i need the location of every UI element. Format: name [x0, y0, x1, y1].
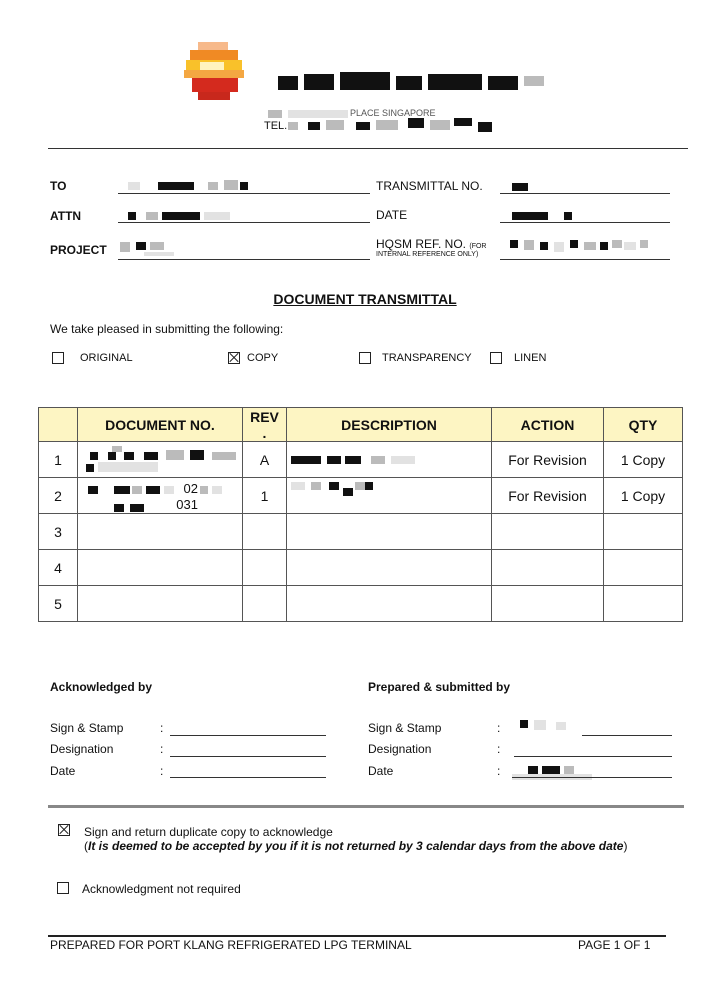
col-action-header: ACTION — [492, 408, 604, 442]
footer-left: PREPARED FOR PORT KLANG REFRIGERATED LPG TERMINAL — [50, 938, 412, 952]
row-qty[interactable] — [604, 514, 683, 550]
ack-designation-field[interactable] — [170, 756, 326, 757]
project-label: PROJECT — [50, 243, 107, 257]
row-document-no[interactable] — [78, 514, 243, 550]
col-no-header — [39, 408, 78, 442]
transmittal-no-value[interactable] — [500, 180, 670, 193]
linen-label: LINEN — [514, 352, 547, 364]
original-checkbox[interactable] — [52, 352, 64, 364]
row-action[interactable]: For Revision — [492, 442, 604, 478]
company-tel: TEL. — [264, 118, 504, 134]
sign-return-checkbox[interactable] — [58, 824, 70, 836]
hqsm-ref-note: INTERNAL REFERENCE ONLY) — [376, 251, 479, 258]
prep-designation-colon: : — [497, 742, 501, 756]
ack-designation-label: Designation — [50, 742, 114, 756]
company-address: PLACE SINGAPORE — [268, 108, 498, 122]
ack-date-field[interactable] — [170, 777, 326, 778]
footer-page-number: PAGE 1 OF 1 — [578, 938, 651, 952]
row-qty[interactable]: 1 Copy — [604, 478, 683, 514]
intro-text: We take pleased in submitting the following: — [50, 322, 284, 336]
row-document-no[interactable] — [78, 442, 243, 478]
sign-return-label: Sign and return duplicate copy to acknowledge — [84, 825, 333, 839]
row-qty[interactable] — [604, 550, 683, 586]
table-header-row — [39, 408, 683, 442]
acknowledged-title: Acknowledged by — [50, 680, 153, 694]
acceptance-note: (It is deemed to be accepted by you if it is not returned by 3 calendar days from the above date) — [84, 839, 628, 853]
original-label: ORIGINAL — [80, 352, 133, 364]
row-document-no[interactable] — [78, 550, 243, 586]
ack-date-label: Date — [50, 764, 76, 778]
to-underline — [118, 193, 370, 194]
row-action[interactable] — [492, 586, 604, 622]
prep-sign-value[interactable] — [512, 718, 582, 734]
ack-sign-label: Sign & Stamp — [50, 721, 124, 735]
header-rule — [48, 148, 688, 149]
row-rev[interactable]: A — [243, 442, 287, 478]
row-action[interactable] — [492, 514, 604, 550]
ack-designation-colon: : — [160, 742, 164, 756]
footer-rule — [48, 935, 666, 937]
row-rev[interactable] — [243, 514, 287, 550]
ack-not-required-label: Acknowledgment not required — [82, 882, 241, 896]
date-underline — [500, 222, 670, 223]
row-no: 5 — [39, 586, 78, 622]
table-row — [39, 478, 683, 514]
company-name — [278, 72, 548, 94]
row-document-no[interactable] — [78, 586, 243, 622]
ack-not-required-checkbox[interactable] — [57, 882, 69, 894]
col-rev-header: REV . — [243, 408, 287, 442]
ack-sign-colon: : — [160, 721, 164, 735]
transparency-label: TRANSPARENCY — [382, 352, 472, 364]
prep-date-colon: : — [497, 764, 501, 778]
date-label: DATE — [376, 208, 408, 222]
prep-sign-label: Sign & Stamp — [368, 721, 442, 735]
row-no: 2 — [39, 478, 78, 514]
row-description[interactable] — [287, 514, 492, 550]
project-value[interactable] — [118, 240, 370, 258]
col-description-header: DESCRIPTION — [287, 408, 492, 442]
table-row — [39, 550, 683, 586]
company-logo-icon — [184, 42, 248, 102]
copy-label: COPY — [247, 352, 279, 364]
transparency-checkbox[interactable] — [359, 352, 371, 364]
hqsm-ref-label: HQSM REF. NO. (FOR — [376, 237, 487, 251]
row-no: 4 — [39, 550, 78, 586]
ack-date-colon: : — [160, 764, 164, 778]
documents-table — [38, 407, 683, 622]
divider — [48, 805, 684, 808]
prep-designation-field[interactable] — [514, 756, 672, 757]
hqsm-ref-value[interactable] — [500, 238, 670, 258]
row-rev[interactable] — [243, 586, 287, 622]
row-action[interactable] — [492, 550, 604, 586]
row-action[interactable]: For Revision — [492, 478, 604, 514]
row-description[interactable] — [287, 550, 492, 586]
table-row — [39, 586, 683, 622]
transmittal-no-underline — [500, 193, 670, 194]
to-label: TO — [50, 179, 67, 193]
linen-checkbox[interactable] — [490, 352, 502, 364]
copy-checkbox[interactable] — [228, 352, 240, 364]
page-title: DOCUMENT TRANSMITTAL — [273, 291, 457, 307]
row-qty[interactable]: 1 Copy — [604, 442, 683, 478]
row-no: 1 — [39, 442, 78, 478]
row-description[interactable] — [287, 478, 492, 514]
ack-sign-field[interactable] — [170, 735, 326, 736]
prep-sign-field[interactable] — [582, 735, 672, 736]
hqsm-ref-underline — [500, 259, 670, 260]
prepared-title: Prepared & submitted by — [368, 680, 511, 694]
table-row — [39, 514, 683, 550]
attn-underline — [118, 222, 370, 223]
to-value[interactable] — [118, 180, 370, 193]
row-no: 3 — [39, 514, 78, 550]
row-description[interactable] — [287, 442, 492, 478]
project-underline — [118, 259, 370, 260]
row-rev[interactable] — [243, 550, 287, 586]
prep-date-label: Date — [368, 764, 394, 778]
col-qty-header: QTY — [604, 408, 683, 442]
prep-designation-label: Designation — [368, 742, 432, 756]
row-description[interactable] — [287, 586, 492, 622]
prep-date-field[interactable] — [512, 777, 672, 778]
row-document-no[interactable]: 02 031 — [78, 478, 243, 514]
transmittal-no-label: TRANSMITTAL NO. — [376, 179, 483, 193]
attn-label: ATTN — [50, 209, 82, 223]
row-rev[interactable]: 1 — [243, 478, 287, 514]
table-row — [39, 442, 683, 478]
row-qty[interactable] — [604, 586, 683, 622]
col-document-no-header: DOCUMENT NO. — [78, 408, 243, 442]
prep-date-value[interactable] — [512, 764, 592, 782]
prep-sign-colon: : — [497, 721, 501, 735]
